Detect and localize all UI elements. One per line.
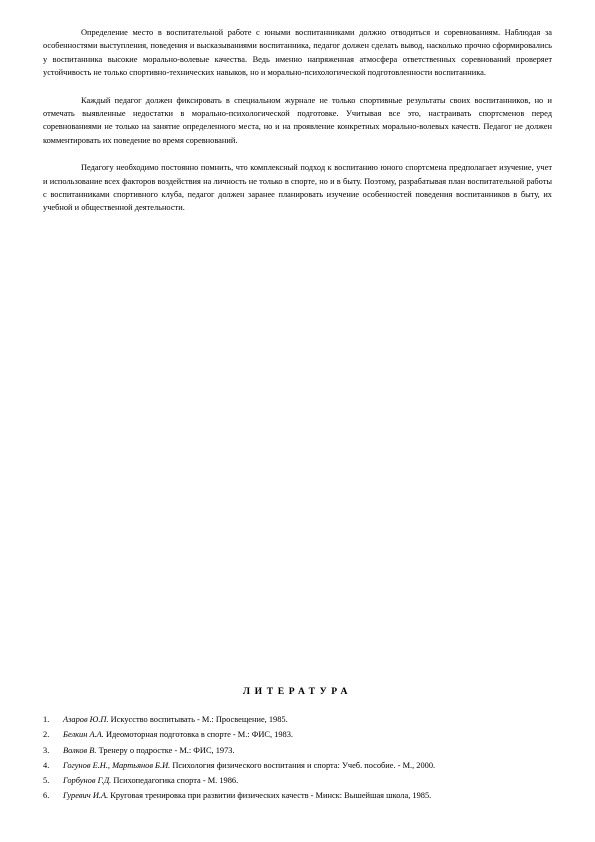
body-text [43,26,552,229]
reference-number: 4. [43,760,50,770]
reference-text: Психология физического воспитания и спорта: Учеб. пособие. - М., 2000. [170,760,436,770]
reference-author: Гогунов Е.Н., Мартьянов Б.И. [63,760,171,770]
reference-text: Круговая тренировка при развитии физических качеств - Минск: Вышейшая школа, 1985. [108,791,432,801]
reference-author: Гуревич И.А. [63,791,109,801]
reference-item [43,728,552,741]
reference-item [43,744,552,757]
reference-author: Азаров Ю.П. [63,715,109,724]
reference-author: Горбунов Г.Д. [63,776,112,786]
reference-list [43,713,552,805]
reference-item [43,759,552,772]
reference-item [43,713,552,726]
reference-text: Психопедагогика спорта - М. 1986. [111,776,239,786]
reference-number: 1. [43,715,50,724]
reference-number: 2. [43,730,50,740]
reference-number: 6. [43,791,50,801]
reference-author: Волков В. [63,745,97,755]
paragraph: Каждый педагог должен фиксировать в специальном журнале не только спортивные результаты своих воспитанников, но и отмечать выявленные недостатки в морально-психологической подготовке. Учитывая все это, настраивать спортсменов перед соревнованиями не только на занятие определенного места, но и на проявление конкретных морально-волевых качеств. Педагог не должен комментировать их поведение во время соревнований. [43,95,552,145]
reference-text: Идеомоторная подготовка в спорте - М.: ФИС, 1983. [103,730,294,740]
reference-item [43,789,552,802]
paragraph: Определение место в воспитательной работе с юными воспитанниками должно отводиться и соревнованиям. Наблюдая за особенностями выступления, поведения и высказываниями воспитанника, педагог должен сделать вывод, насколько прочно сформировались у воспитанника высокие морально-волевые качества. Ведь именно напряженная атмосфера ответственных соревнований проверяет устойчивость не только спортивно-технических навыков, но и морально-психологической подготовленности воспитанника. [43,28,552,77]
literature-title: ЛИТЕРАТУРА [242,686,353,697]
paragraph: Педагогу необходимо постоянно помнить, что комплексный подход к воспитанию юного спортсмена предполагает изучение, учет и использование всех факторов воздействия на личность не только в спорте, но и в быту. Поэтому, разрабатывая план воспитательной работы с воспитанниками спортивного клуба, педагог должен заранее планировать изучение особенностей поведения воспитанников в быту, их учебной и общественной деятельности. [43,163,552,213]
reference-number: 3. [43,745,50,755]
reference-number: 5. [43,776,50,786]
reference-text: Тренеру о подростке - М.: ФИС, 1973. [96,745,235,755]
reference-item [43,774,552,787]
reference-author: Белкин А.А. [63,730,104,740]
reference-text: Искусство воспитывать - М.: Просвещение, 1985. [108,715,288,724]
